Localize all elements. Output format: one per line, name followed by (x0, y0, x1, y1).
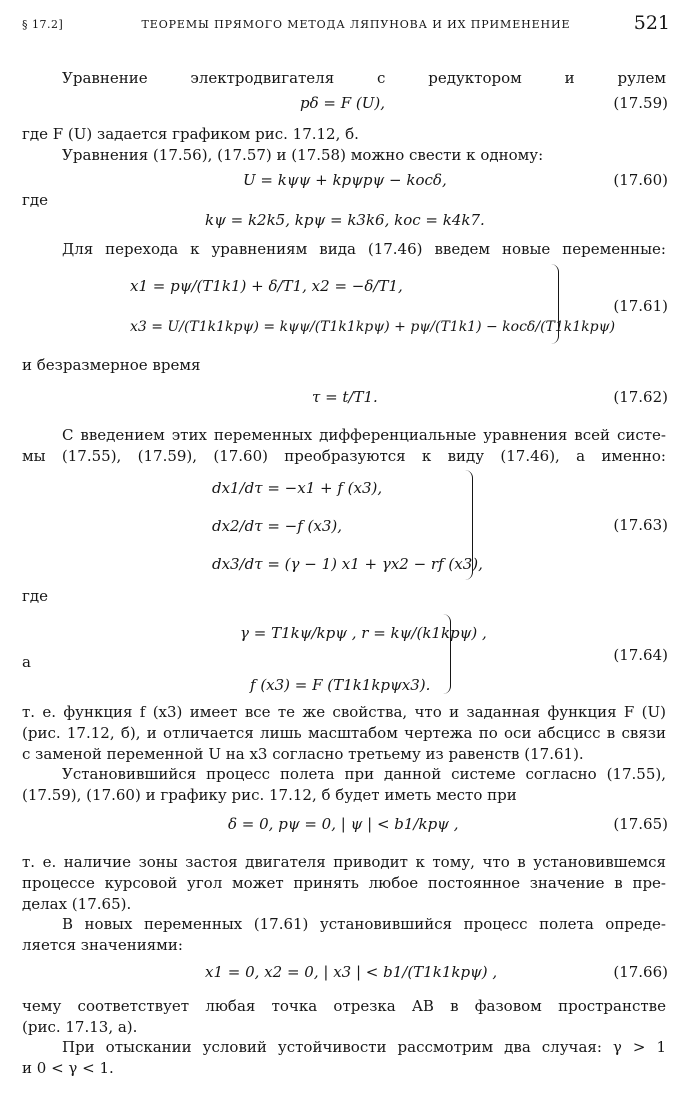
paragraph-line: В новых переменных (17.61) установившийся процесс полета опреде- (62, 915, 666, 933)
paragraph-line: Для перехода к уравнениям вида (17.46) введем новые переменные: (62, 240, 666, 258)
paragraph-line: и безразмерное время (22, 356, 201, 374)
equation-17-64-line1: γ = T1kψ/kpψ , r = kψ/(k1kpψ) , (240, 624, 487, 642)
word-a: а (22, 653, 31, 671)
equation-number: (17.59) (613, 94, 668, 112)
paragraph-line: с заменой переменной U на x3 согласно третьему из равенств (17.61). (22, 745, 584, 763)
equation-number: (17.61) (613, 297, 668, 315)
equation-coefficients: kψ = k2k5, kpψ = k3k6, koc = k4k7. (205, 211, 485, 229)
paragraph-line: т. е. функция f (x3) имеет все те же свойства, что и заданная функция F (U) (22, 703, 666, 721)
paragraph-line: т. е. наличие зоны застоя двигателя приводит к тому, что в установившемся (22, 853, 666, 871)
paragraph-line: где F (U) задается графиком рис. 17.12, б. (22, 125, 359, 143)
right-brace (462, 470, 473, 580)
word-gde: где (22, 191, 48, 209)
equation-17-63-line1: dx1/dτ = −x1 + f (x3), (212, 479, 383, 497)
right-brace (548, 264, 559, 344)
equation-17-62: τ = t/T1. (312, 388, 378, 406)
paragraph-line: С введением этих переменных дифференциальные уравнения всей систе- (62, 426, 666, 444)
equation-17-63-line2: dx2/dτ = −f (x3), (212, 517, 343, 535)
paragraph-line: Установившийся процесс полета при данной системе согласно (17.55), (62, 765, 666, 783)
right-brace (440, 614, 451, 694)
paragraph-line: мы (17.55), (17.59), (17.60) преобразуются к виду (17.46), а именно: (22, 447, 666, 465)
equation-number: (17.63) (613, 516, 668, 534)
equation-17-64-line2: f (x3) = F (T1k1kpψx3). (250, 676, 431, 694)
paragraph-line: и 0 < γ < 1. (22, 1059, 114, 1077)
equation-17-61-line2: x3 = U/(T1k1kpψ) = kψψ/(T1k1kpψ) + pψ/(T1k1) − kocδ/(T1k1kpψ) (130, 319, 616, 335)
running-title: ТЕОРЕМЫ ПРЯМОГО МЕТОДА ЛЯПУНОВА И ИХ ПРИМЕНЕНИЕ (141, 18, 571, 31)
word-gde: где (22, 587, 48, 605)
equation-number: (17.64) (613, 646, 668, 664)
equation-17-66: x1 = 0, x2 = 0, | x3 | < b1/(T1k1kpψ) , (205, 963, 498, 981)
equation-17-65: δ = 0, pψ = 0, | ψ | < b1/kpψ , (228, 815, 459, 833)
equation-number: (17.60) (613, 171, 668, 189)
page-number: 521 (633, 12, 670, 34)
paragraph-line: (17.59), (17.60) и графику рис. 17.12, б будет иметь место при (22, 786, 517, 804)
paragraph-line: делах (17.65). (22, 895, 132, 913)
paragraph-line: (рис. 17.13, а). (22, 1018, 138, 1036)
equation-17-60: U = kψψ + kpψpψ − kocδ, (243, 171, 447, 189)
paragraph-line: Уравнения (17.56), (17.57) и (17.58) можно свести к одному: (62, 146, 544, 164)
equation-number: (17.66) (613, 963, 668, 981)
page-header (22, 12, 670, 36)
paragraph-line: При отыскании условий устойчивости рассмотрим два случая: γ > 1 (62, 1038, 666, 1056)
paragraph-line: (рис. 17.12, б), и отличается лишь масштабом чертежа по оси абсцисс в связи (22, 724, 666, 742)
equation-17-59: pδ = F (U), (300, 94, 386, 112)
equation-number: (17.62) (613, 388, 668, 406)
paragraph-line: чему соответствует любая точка отрезка AB в фазовом пространстве (22, 997, 666, 1015)
section-ref: § 17.2] (22, 18, 64, 31)
paragraph-line: процессе курсовой угол может принять любое постоянное значение в пре- (22, 874, 666, 892)
paragraph-line: Уравнение электродвигателя с редуктором и рулем (62, 69, 666, 87)
equation-17-63-line3: dx3/dτ = (γ − 1) x1 + γx2 − rf (x3), (212, 555, 483, 573)
equation-17-61-line1: x1 = pψ/(T1k1) + δ/T1, x2 = −δ/T1, (130, 277, 403, 295)
equation-number: (17.65) (613, 815, 668, 833)
paragraph-line: ляется значениями: (22, 936, 183, 954)
